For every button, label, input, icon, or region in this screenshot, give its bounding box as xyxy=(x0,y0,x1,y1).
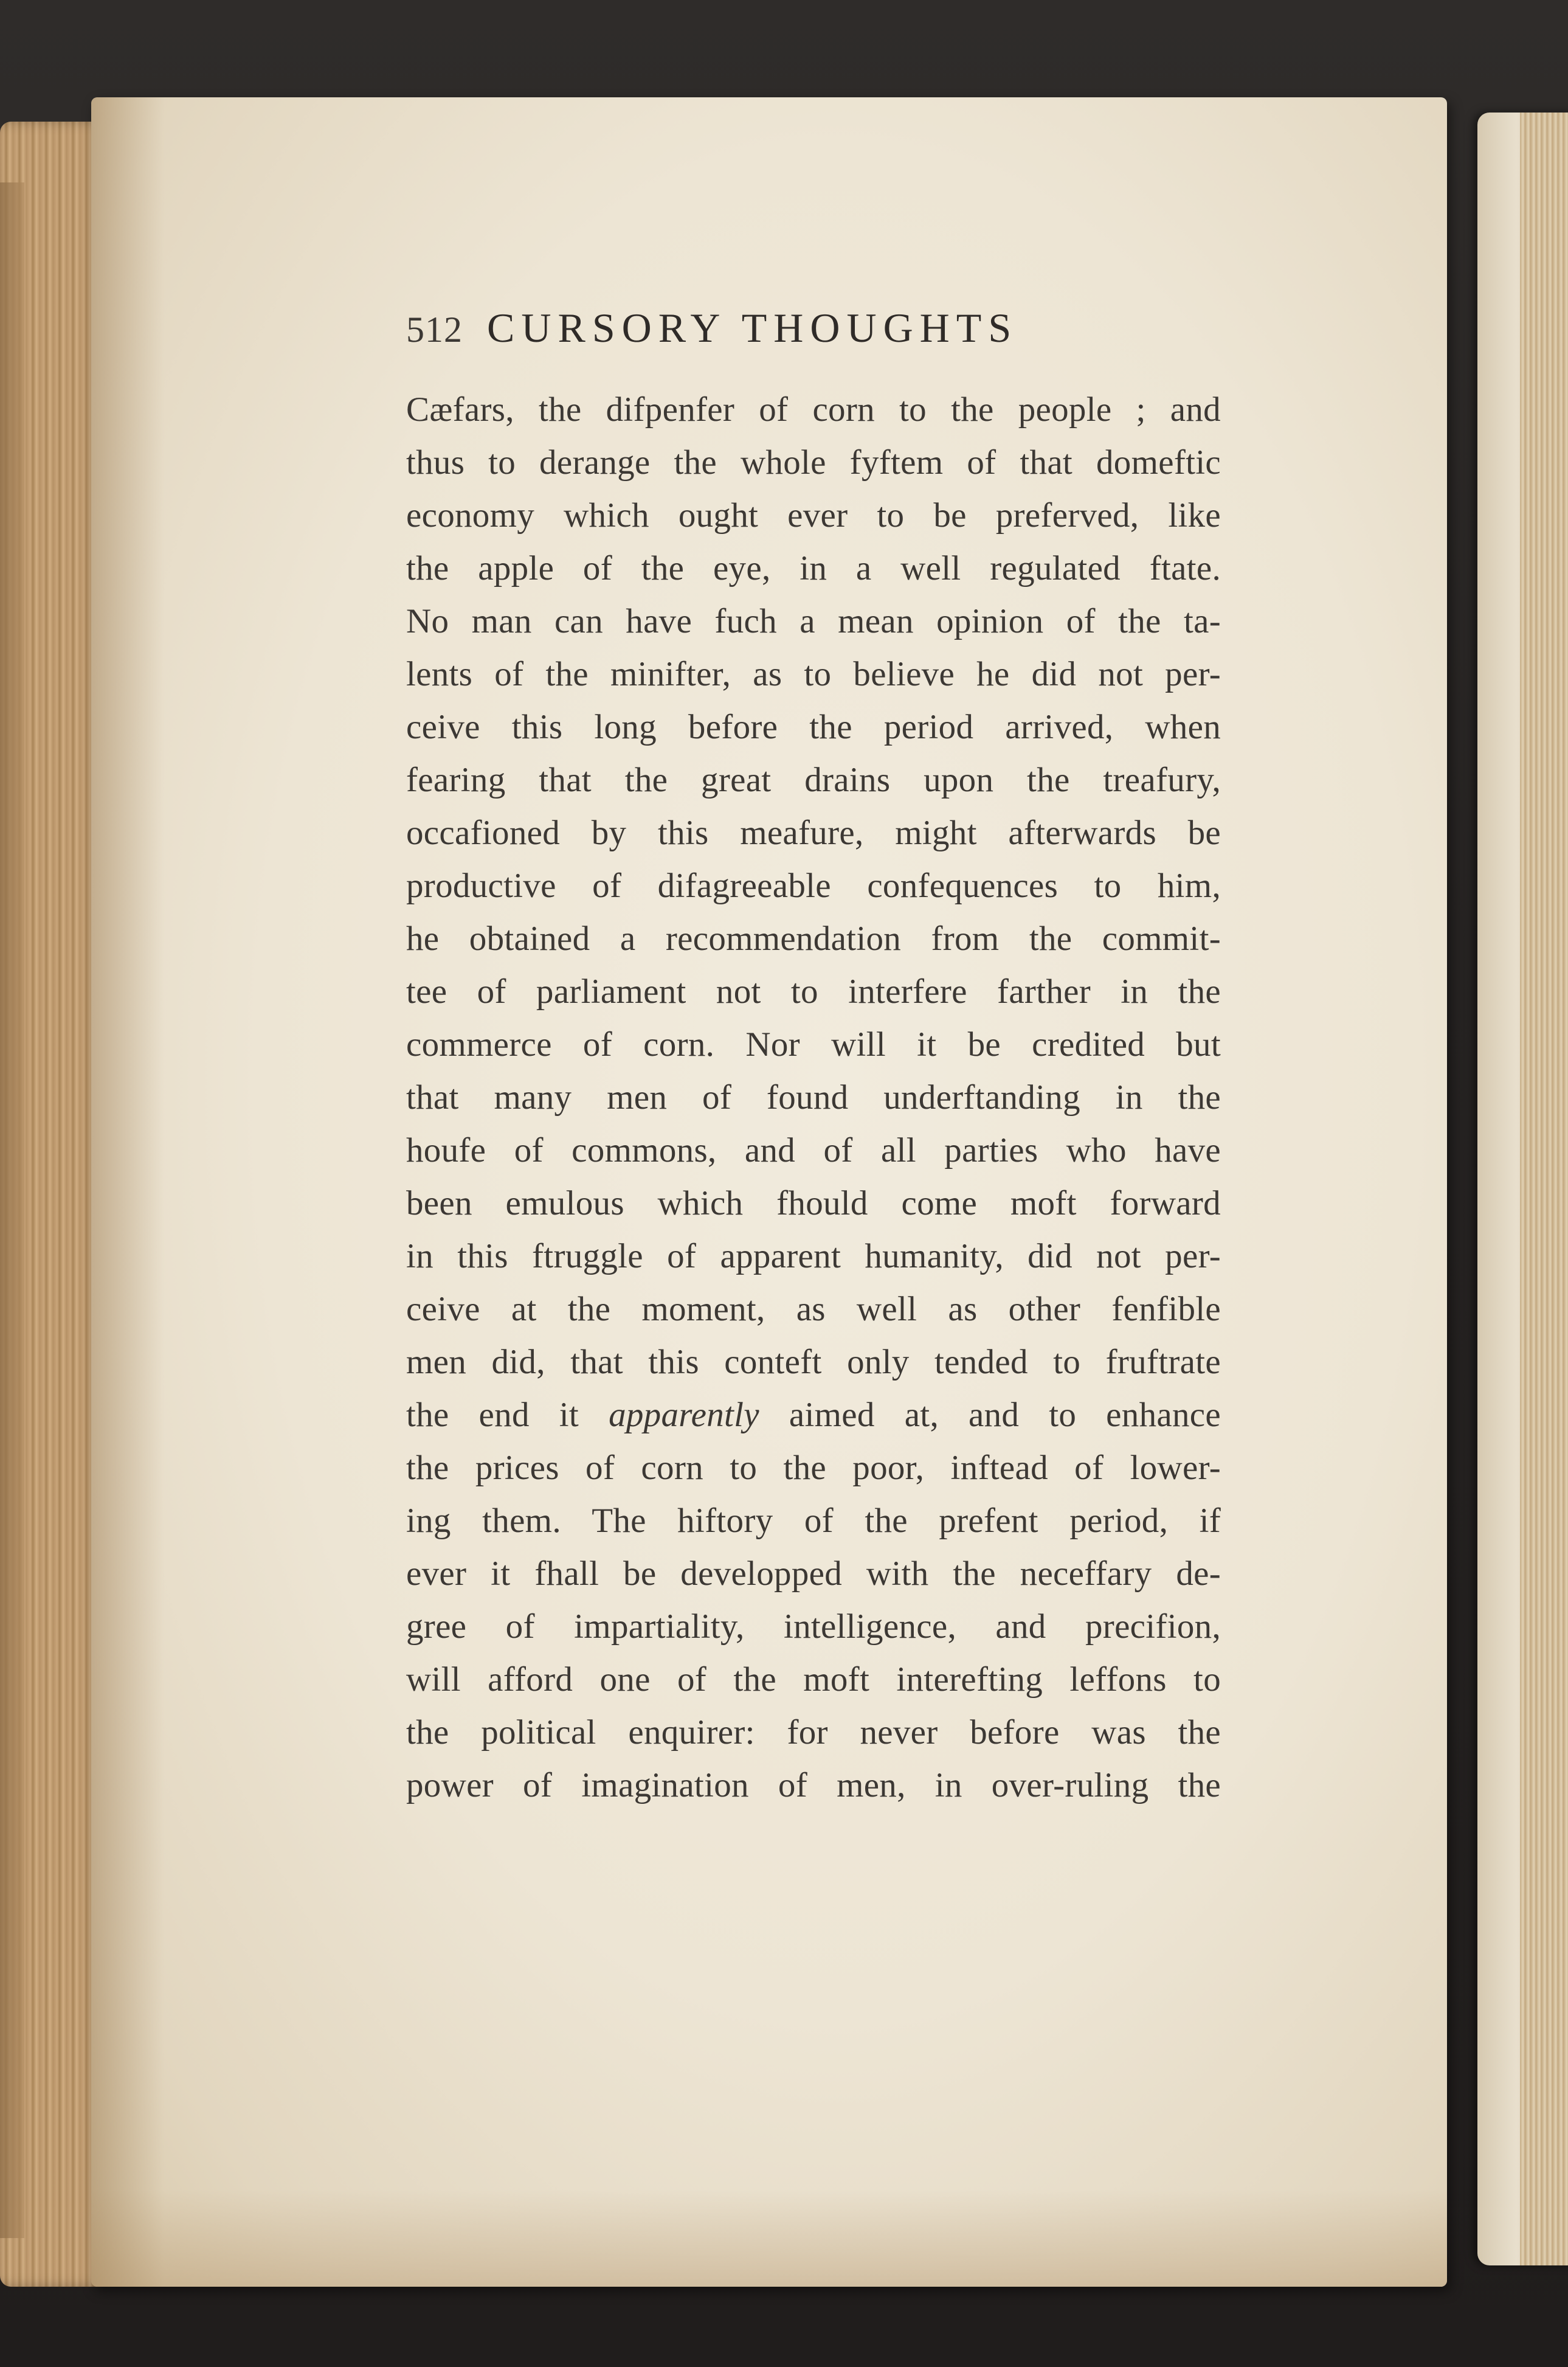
text-block xyxy=(406,304,1221,1812)
text-line: No man can have fuch a mean opinion of the ta- xyxy=(406,602,1221,640)
left-edge-shadow xyxy=(0,182,24,2238)
text-line: Cæfars, the difpenfer of corn to the people ; and xyxy=(406,390,1221,429)
text-line: in this ftruggle of apparent humanity, did not per- xyxy=(406,1237,1221,1275)
text-line: power of imagination of men, in over-ruling the xyxy=(406,1766,1221,1804)
text-line: gree of impartiality, intelligence, and precifion, xyxy=(406,1607,1221,1646)
body-text xyxy=(406,383,1221,1812)
text-line: will afford one of the moft interefting leffons to xyxy=(406,1660,1221,1699)
text-line: houfe of commons, and of all parties who have xyxy=(406,1131,1221,1170)
text-line: productive of difagreeable confequences to him, xyxy=(406,867,1221,905)
text-line: ever it fhall be developped with the neceffary de- xyxy=(406,1554,1221,1593)
text-line: lents of the minifter, as to believe he did not per- xyxy=(406,655,1221,693)
text-line-segment: aimed at, and to enhance xyxy=(759,1396,1221,1434)
text-line: the prices of corn to the poor, inftead of lower- xyxy=(406,1449,1221,1487)
text-line: tee of parliament not to interfere farther in the xyxy=(406,972,1221,1011)
page-gutter-shade xyxy=(91,97,164,2287)
text-line: been emulous which fhould come moft forward xyxy=(406,1184,1221,1222)
text-line-segment: the end it xyxy=(406,1396,609,1434)
text-line: thus to derange the whole fyftem of that domeftic xyxy=(406,443,1221,482)
text-line: ing them. The hiftory of the prefent period, if xyxy=(406,1502,1221,1540)
text-line: commerce of corn. Nor will it be credited but xyxy=(406,1025,1221,1064)
text-line: that many men of found underftanding in the xyxy=(406,1078,1221,1117)
italic-word: apparently xyxy=(609,1396,759,1434)
running-head-title: CURSORY THOUGHTS xyxy=(487,305,1018,351)
text-line: economy which ought ever to be preferved, like xyxy=(406,496,1221,535)
page-bottom-shade xyxy=(91,2189,1447,2287)
running-head xyxy=(406,304,1221,371)
text-line: the political enquirer: for never before was the xyxy=(406,1713,1221,1752)
text-line: he obtained a recommendation from the commit- xyxy=(406,920,1221,958)
text-line: occafioned by this meafure, might afterwards be xyxy=(406,814,1221,852)
facing-page-fore-edge xyxy=(1520,113,1568,2265)
text-line xyxy=(406,1388,1221,1441)
text-line: the apple of the eye, in a well regulated ftate. xyxy=(406,549,1221,587)
page-number: 512 xyxy=(406,310,463,350)
text-line: ceive this long before the period arrived, when xyxy=(406,708,1221,746)
text-line: men did, that this conteft only tended to fruftrate xyxy=(406,1343,1221,1381)
text-line: fearing that the great drains upon the treafury, xyxy=(406,761,1221,799)
text-line: ceive at the moment, as well as other fenfible xyxy=(406,1290,1221,1328)
